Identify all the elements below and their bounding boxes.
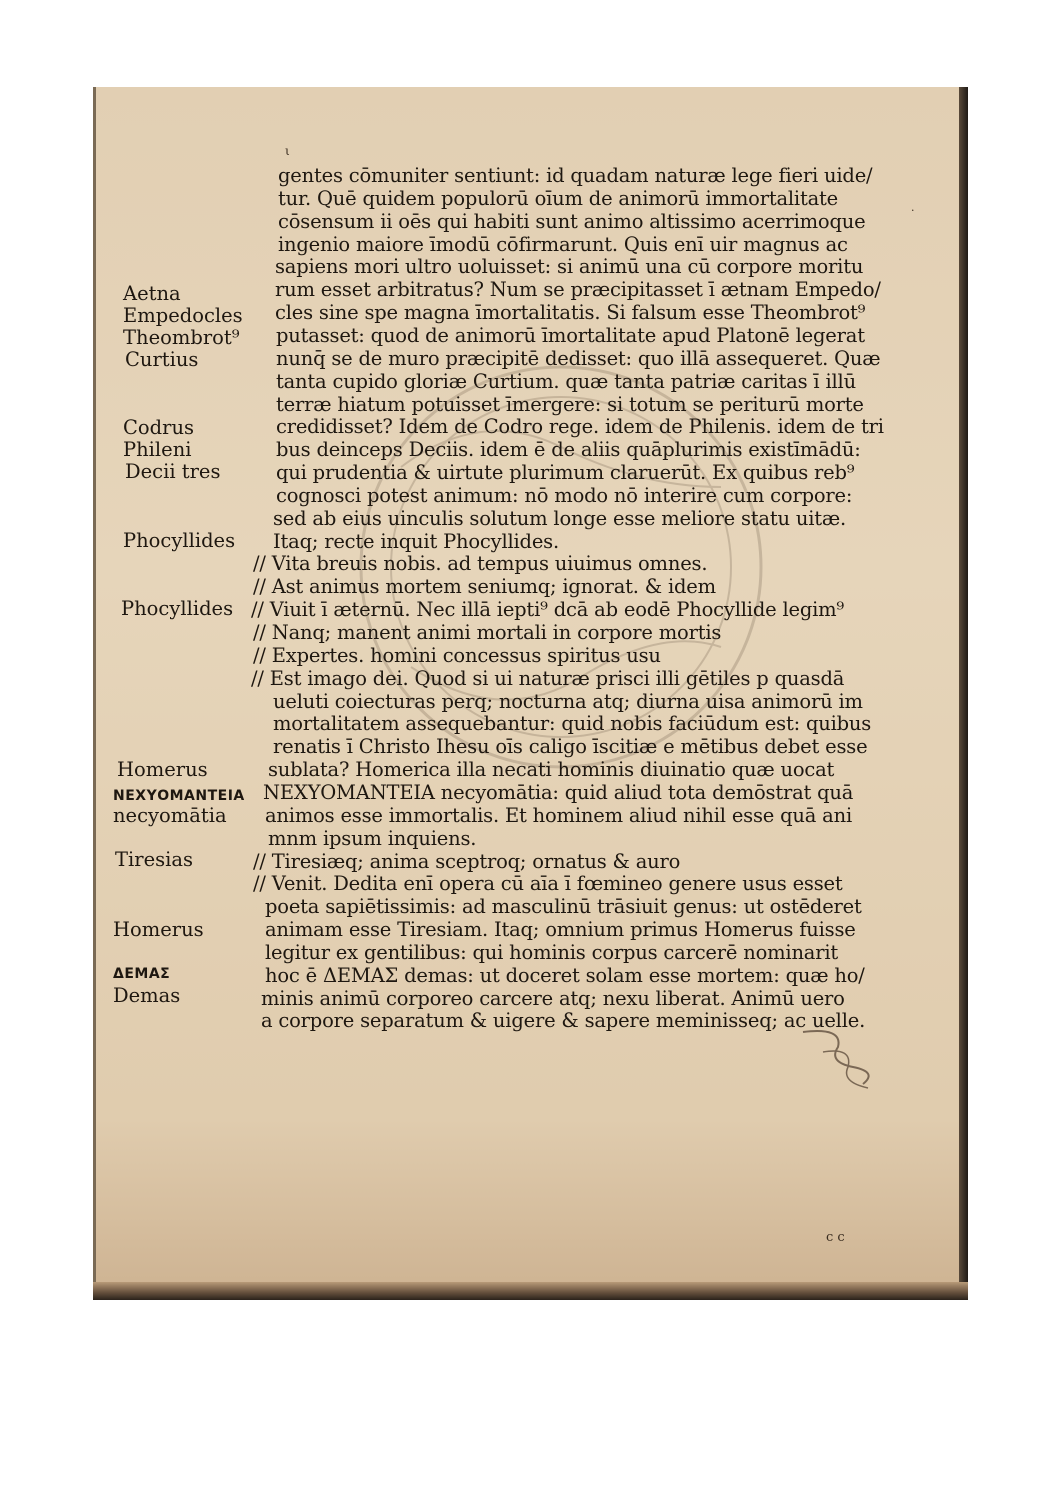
text-line: a corpore separatum & uigere & sapere meminisseq; ac uelle.	[261, 1009, 866, 1033]
marginal-note: ΔΕΜΑΣ	[113, 966, 171, 982]
marginal-note: Phocyllides	[123, 529, 236, 552]
marginal-note: Phileni	[123, 438, 192, 461]
text-line: cōsensum ii oēs qui habiti sunt animo altissimo acerrimoque	[278, 209, 866, 233]
text-line: ueluti coiecturas perq; nocturna atq; diurna uisa animorū im	[273, 689, 863, 713]
marginal-note: Theombrot⁹	[123, 326, 240, 349]
marginal-note: Decii tres	[125, 460, 221, 483]
text-line: legitur ex gentilibus: qui hominis corpus carcerē nominarit	[265, 940, 839, 964]
text-line: renatis ī Christo Ihesu oīs caligo īscitiæ e mētibus debet esse	[273, 735, 868, 759]
text-line: // Nanq; manent animi mortali in corpore mortis	[253, 621, 722, 644]
text-line: mnm ipsum inquiens.	[268, 826, 477, 850]
text-line: tanta cupido gloriæ Curtium. quæ tanta patriæ caritas ī illū	[276, 369, 856, 393]
marginal-note: Empedocles	[123, 304, 243, 327]
marginal-note: Codrus	[123, 416, 195, 439]
text-line: rum esset arbitratus? Num se præcipitasset ī ætnam Empedo/	[275, 278, 881, 302]
text-line: // Expertes. homini concessus spiritus usu	[253, 643, 661, 667]
marginal-note: ΝΕΧΥΟΜΑΝΤΕΙΑ	[113, 788, 245, 804]
text-line: // Tiresiæq; anima sceptroq; ornatus & auro	[253, 849, 681, 873]
text-line: // Viuit ī æternū. Nec illā iepti⁹ dcā ab eodē Phocyllide legim⁹	[251, 598, 845, 622]
text-line: gentes cōmuniter sentiunt: id quadam naturæ lege fieri uide/	[278, 164, 873, 187]
text-line: hoc ē ΔΕΜΑΣ demas: ut doceret solam esse mortem: quæ ho/	[265, 963, 865, 987]
marginal-note: Tiresias	[115, 848, 193, 871]
text-line: animam esse Tiresiam. Itaq; omnium primus Homerus fuisse	[265, 918, 856, 942]
text-line: sapiens mori ultro uoluisset: si animū una cū corpore moritu	[275, 255, 864, 279]
marginal-note: Aetna	[123, 282, 181, 305]
marginal-note: Homerus	[117, 758, 208, 781]
page-bottom-shadow	[93, 1282, 968, 1300]
text-line: Itaq; recte inquit Phocyllides.	[273, 529, 559, 553]
text-line: terræ hiatum potuisset īmergere: si totum se periturū morte	[276, 392, 864, 416]
text-line: sed ab eius uinculis solutum longe esse meliore statu uitæ.	[273, 506, 846, 530]
text-line: bus deinceps Deciis. idem ē de aliis quāplurimis existīmādū:	[276, 438, 861, 462]
text-line: poeta sapiētissimis: ad masculinū trāsiuit genus: ut ostēderet	[265, 895, 862, 919]
text-line: sublata? Homerica illa necati hominis diuinatio quæ uocat	[268, 758, 835, 782]
text-line: tur. Quē quidem populorū oīum de animorū immortalitate	[278, 186, 838, 210]
ink-flourish-mark	[783, 1022, 893, 1102]
text-line: mortalitatem assequebantur: quid nobis faciūdum est: quibus	[273, 712, 872, 736]
marginal-note: Demas	[113, 984, 181, 1007]
text-line: ingenio maiore īmodū cōfirmarunt. Quis enī uir magnus ac	[278, 232, 848, 256]
ink-speck: ι	[285, 144, 290, 158]
ink-speck: c c	[826, 1230, 845, 1245]
text-line: ΝΕΧΥΟΜΑΝΤΕΙΑ necyomātia: quid aliud tota demōstrat quā	[263, 780, 854, 804]
text-line: nunq̄ se de muro præcipitē dedisset: quo illā assequeret. Quæ	[276, 346, 881, 370]
marginalia	[93, 87, 968, 1300]
text-line: // Ast animus mortem seniumq; ignorat. & idem	[253, 575, 716, 599]
ink-speck: ·	[911, 204, 915, 217]
scanned-page	[93, 87, 968, 1300]
text-line: // Venit. Dedita enī opera cū aīa ī fœmineo genere usus esset	[253, 872, 843, 896]
text-line: // Vita breuis nobis. ad tempus uiuimus omnes.	[253, 552, 708, 576]
text-line: animos esse immortalis. Et hominem aliud nihil esse quā ani	[265, 803, 852, 827]
text-line: qui prudentia & uirtute plurimum claruerūt. Ex quibus reb⁹	[276, 461, 855, 485]
text-line: credidisset? Idem de Codro rege. idem de Philenis. idem de tri	[276, 415, 884, 439]
marginal-note: Homerus	[113, 918, 204, 941]
text-line: minis animū corporeo carcere atq; nexu liberat. Animū uero	[261, 986, 845, 1010]
marginal-note: Curtius	[125, 348, 199, 371]
text-line: // Est imago dei. Quod si ui naturæ prisci illi gētiles p quasdā	[251, 666, 845, 690]
marginal-note: necyomātia	[113, 804, 227, 827]
text-line: cles sine spe magna īmortalitatis. Si falsum esse Theombrot⁹	[275, 301, 866, 325]
marginal-note: Phocyllides	[121, 597, 234, 620]
text-line: cognosci potest animum: nō modo nō interire cum corpore:	[276, 483, 853, 507]
text-line: putasset: quod de animorū īmortalitate apud Platonē legerat	[276, 323, 865, 347]
